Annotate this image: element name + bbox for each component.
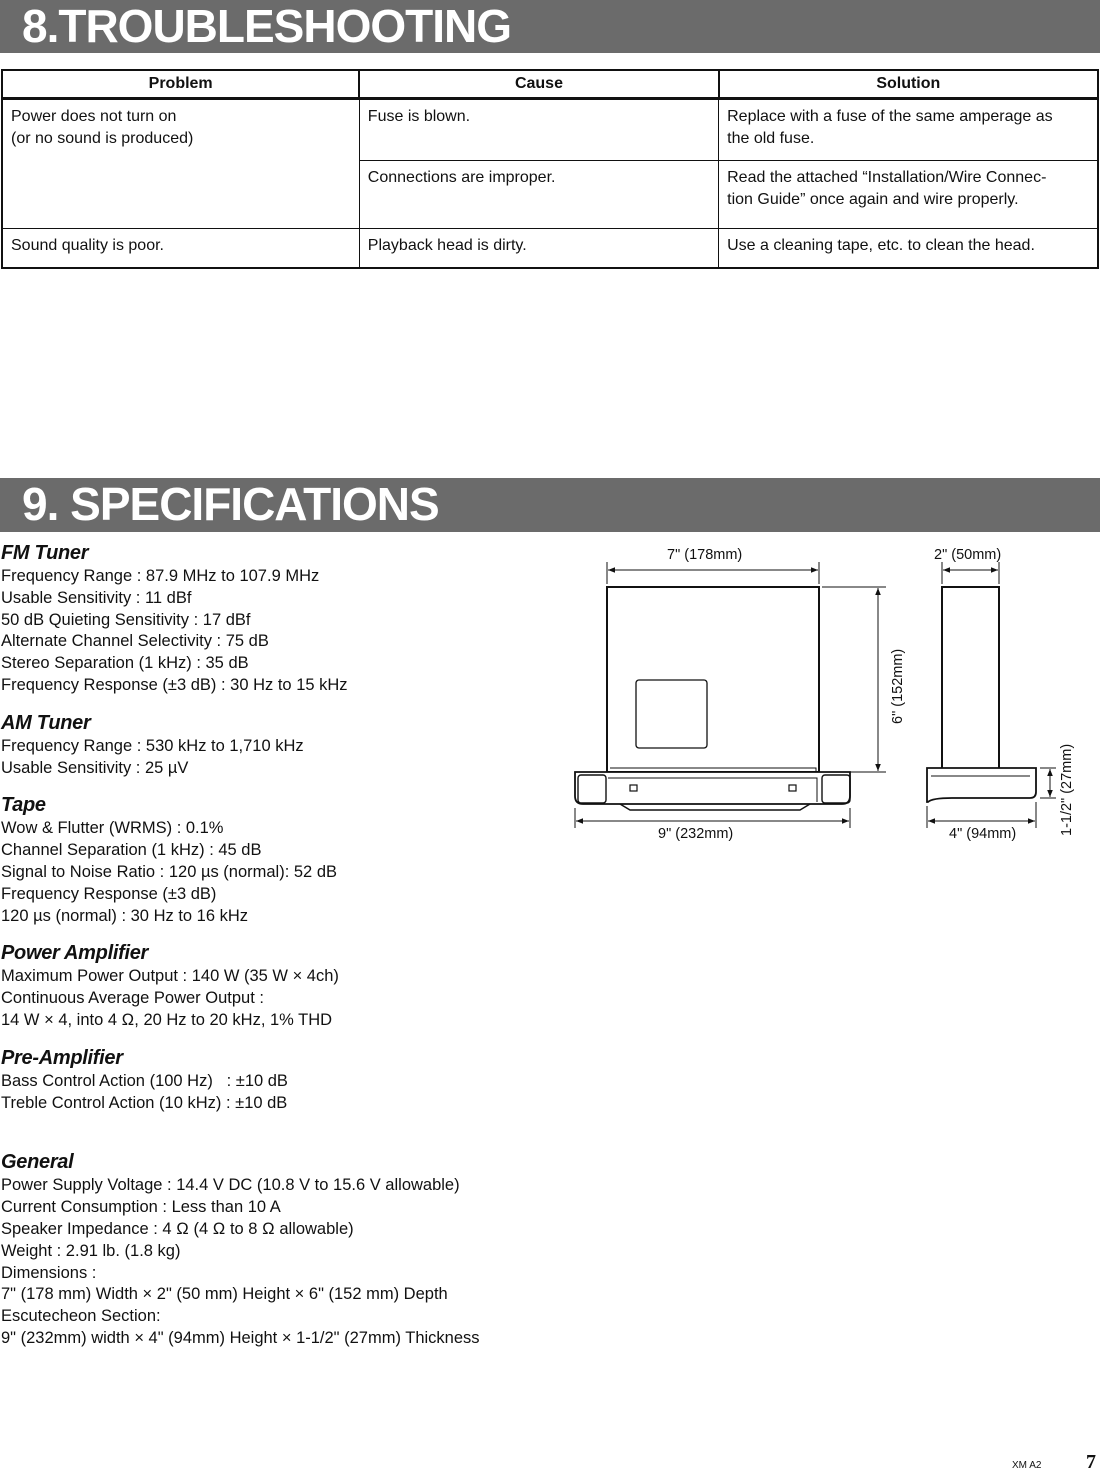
cause-cell: Connections are improper. xyxy=(359,160,718,228)
spec-group-tape xyxy=(1,792,561,927)
spec-group-power-amplifier xyxy=(1,940,561,1031)
spec-line: 120 µs (normal) : 30 Hz to 16 kHz xyxy=(1,906,249,925)
spec-line: Weight : 2.91 lb. (1.8 kg) xyxy=(1,1241,181,1260)
dimension-label-escutcheon-width: 9" (232mm) xyxy=(658,826,734,842)
spec-group-general xyxy=(1,1149,561,1349)
problem-cell: Sound quality is poor. xyxy=(2,228,359,268)
spec-line: Power Supply Voltage : 14.4 V DC (10.8 V to 15.6 V allowable) xyxy=(1,1176,460,1195)
cause-cell: Fuse is blown. xyxy=(359,98,718,160)
specifications-heading: 9. SPECIFICATIONS xyxy=(0,478,1100,532)
troubleshooting-heading: 8.TROUBLESHOOTING xyxy=(0,0,1100,53)
table-row xyxy=(2,228,1098,268)
spec-line: Frequency Range : 87.9 MHz to 107.9 MHz xyxy=(1,567,320,585)
spec-line: 7" (178 mm) Width × 2" (50 mm) Height × 6" (152 mm) Depth xyxy=(1,1285,448,1304)
dimensions-diagram xyxy=(560,540,1080,850)
spec-group-title: Pre-Amplifier xyxy=(1,1046,123,1069)
spec-group-title: FM Tuner xyxy=(1,542,89,564)
spec-line: Maximum Power Output : 140 W (35 W × 4ch) xyxy=(1,967,339,986)
table-row xyxy=(2,98,1098,160)
solution-cell xyxy=(719,160,1098,228)
spec-group-am-tuner xyxy=(1,710,561,780)
dimension-label-escutcheon-thickness: 1-1/2" (27mm) xyxy=(1059,743,1075,836)
dimension-label-height: 2" (50mm) xyxy=(934,547,1002,563)
spec-line: Frequency Range : 530 kHz to 1,710 kHz xyxy=(1,736,304,755)
problem-text: Power does not turn on xyxy=(11,107,177,125)
solution-text: Read the attached “Installation/Wire Connec- xyxy=(727,168,1047,186)
spec-group-title: AM Tuner xyxy=(1,711,91,734)
spec-line: Treble Control Action (10 kHz) : ±10 dB xyxy=(1,1093,288,1112)
spec-line: Channel Separation (1 kHz) : 45 dB xyxy=(1,841,262,860)
spec-line: Frequency Response (±3 dB) xyxy=(1,884,217,903)
cause-cell: Playback head is dirty. xyxy=(359,228,718,268)
spec-group-title: Power Amplifier xyxy=(1,942,149,965)
spec-line: Stereo Separation (1 kHz) : 35 dB xyxy=(1,654,249,673)
table-header-row xyxy=(2,70,1098,98)
troubleshooting-table xyxy=(1,69,1099,269)
problem-cell xyxy=(2,98,359,228)
solution-text: the old fuse. xyxy=(727,129,815,147)
spec-line: Dimensions : xyxy=(1,1263,97,1282)
solution-text: Replace with a fuse of the same amperage as xyxy=(727,107,1053,125)
spec-line: Wow & Flutter (WRMS) : 0.1% xyxy=(1,819,224,838)
column-header-cause: Cause xyxy=(359,70,718,98)
spec-line: Escutecheon Section: xyxy=(1,1307,161,1326)
problem-text: (or no sound is produced) xyxy=(11,129,194,147)
spec-line: Current Consumption : Less than 10 A xyxy=(1,1198,281,1217)
footer-model-code: XM A2 xyxy=(1012,1460,1042,1471)
spec-line: 9" (232mm) width × 4" (94mm) Height × 1-1/2" (27mm) Thickness xyxy=(1,1328,480,1347)
spec-group-pre-amplifier xyxy=(1,1045,561,1115)
column-header-problem: Problem xyxy=(2,70,359,98)
solution-cell: Use a cleaning tape, etc. to clean the head. xyxy=(719,228,1098,268)
spec-line: Continuous Average Power Output : xyxy=(1,989,264,1008)
spec-line: 50 dB Quieting Sensitivity : 17 dBf xyxy=(1,610,251,629)
dimension-label-escutcheon-height: 4" (94mm) xyxy=(949,826,1017,842)
spec-line: Usable Sensitivity : 25 µV xyxy=(1,758,189,777)
solution-cell xyxy=(719,98,1098,160)
column-header-solution: Solution xyxy=(719,70,1098,98)
spec-group-title: Tape xyxy=(1,794,46,817)
spec-line: Frequency Response (±3 dB) : 30 Hz to 15 kHz xyxy=(1,675,348,694)
spec-line: Usable Sensitivity : 11 dBf xyxy=(1,588,192,607)
side-view-drawing xyxy=(927,587,1036,802)
spec-group-title: General xyxy=(1,1151,74,1174)
page-number: 7 xyxy=(1086,1451,1096,1472)
main-unit-drawing xyxy=(575,587,850,810)
spec-line: Signal to Noise Ratio : 120 µs (normal): 52 dB xyxy=(1,862,338,881)
spec-line: 14 W × 4, into 4 Ω, 20 Hz to 20 kHz, 1% THD xyxy=(1,1010,333,1029)
dimension-label-depth: 6" (152mm) xyxy=(890,648,906,724)
spec-line: Bass Control Action (100 Hz) : ±10 dB xyxy=(1,1071,288,1090)
spec-line: Speaker Impedance : 4 Ω (4 Ω to 8 Ω allowable) xyxy=(1,1219,354,1238)
specifications-list xyxy=(1,540,561,1363)
dimension-label-width: 7" (178mm) xyxy=(667,547,743,563)
solution-text: tion Guide” once again and wire properly. xyxy=(727,190,1019,208)
spec-line: Alternate Channel Selectivity : 75 dB xyxy=(1,632,269,651)
spec-group-fm-tuner xyxy=(1,540,561,697)
